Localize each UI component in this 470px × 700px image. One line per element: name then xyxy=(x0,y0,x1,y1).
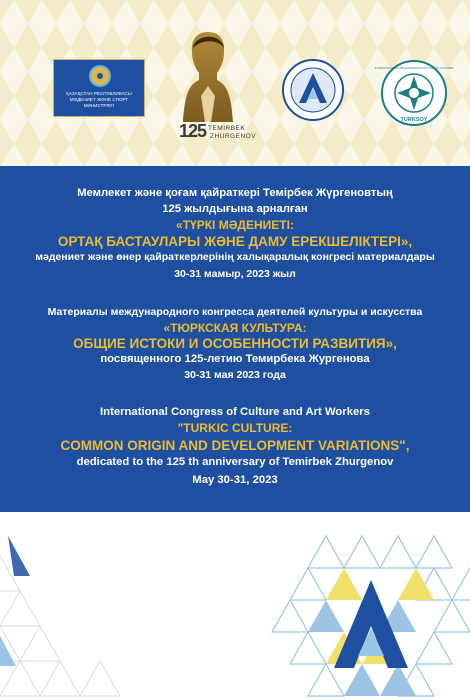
anniversary-name-line1: TEMIRBEK xyxy=(208,125,246,132)
russian-title-line1: «ТЮРКСКАЯ КУЛЬТУРА: xyxy=(163,321,307,335)
english-date: May 30-31, 2023 xyxy=(192,474,278,486)
state-emblem-icon xyxy=(89,65,111,87)
kazakh-line2: 125 жылдығына арналған xyxy=(162,203,308,215)
russian-line1: Материалы международного конгресса деятелей культуры и искусства xyxy=(47,306,423,318)
kazakh-line1: Мемлекет және қоғам қайраткері Темірбек Жүргеновтың xyxy=(77,187,393,199)
russian-date: 30-31 мая 2023 года xyxy=(184,369,286,381)
russian-line2: посвященного 125-летию Темирбека Жургенова xyxy=(100,353,370,365)
english-line1: International Congress of Culture and Art Workers xyxy=(100,406,370,418)
portrait-image xyxy=(183,28,233,122)
congress-logo-icon xyxy=(282,59,344,121)
kazakh-date: 30-31 мамыр, 2023 жыл xyxy=(174,268,296,280)
turksoy-ring-text: INTERNATIONAL ORGANIZATION OF TURKIC CULTURE xyxy=(374,66,454,70)
anniversary-name-line2: ZHURGENOV xyxy=(210,133,257,140)
russian-title-line2: ОБЩИЕ ИСТОКИ И ОСОБЕННОСТИ РАЗВИТИЯ», xyxy=(73,336,397,351)
turksoy-name: TURKSOY xyxy=(400,117,428,123)
anniversary-mark xyxy=(175,121,257,148)
kazakh-title-line1: «ТҮРКІ МӘДЕНИЕТІ: xyxy=(176,218,294,232)
decorative-triangle-pattern-left xyxy=(0,536,170,700)
kazakh-title-line2: ОРТАҚ БАСТАУЛАРЫ ЖӘНЕ ДАМУ ЕРЕКШЕЛІКТЕРІ», xyxy=(57,234,413,249)
english-title-line2: COMMON ORIGIN AND DEVELOPMENT VARIATIONS", xyxy=(60,438,410,453)
ministry-logo xyxy=(53,59,145,117)
title-panel xyxy=(0,166,470,512)
english-line2: dedicated to the 125 th anniversary of Temirbek Zhurgenov xyxy=(76,456,394,468)
turksoy-logo-icon xyxy=(374,60,454,126)
ministry-logo-text: ҚАЗАҚСТАН РЕСПУБЛИКАСЫ МӘДЕНИЕТ ЖӘНЕ СПОРТ МИНИСТРЛІГІ xyxy=(66,91,132,108)
english-title-line1: "TURKIC CULTURE: xyxy=(177,421,293,435)
anniversary-number: 125 xyxy=(179,121,207,141)
kazakh-line3: мәдениет және өнер қайраткерлерінің халықаралық конгресі материалдары xyxy=(35,251,435,263)
decorative-logo-triangle-pattern xyxy=(268,528,470,700)
